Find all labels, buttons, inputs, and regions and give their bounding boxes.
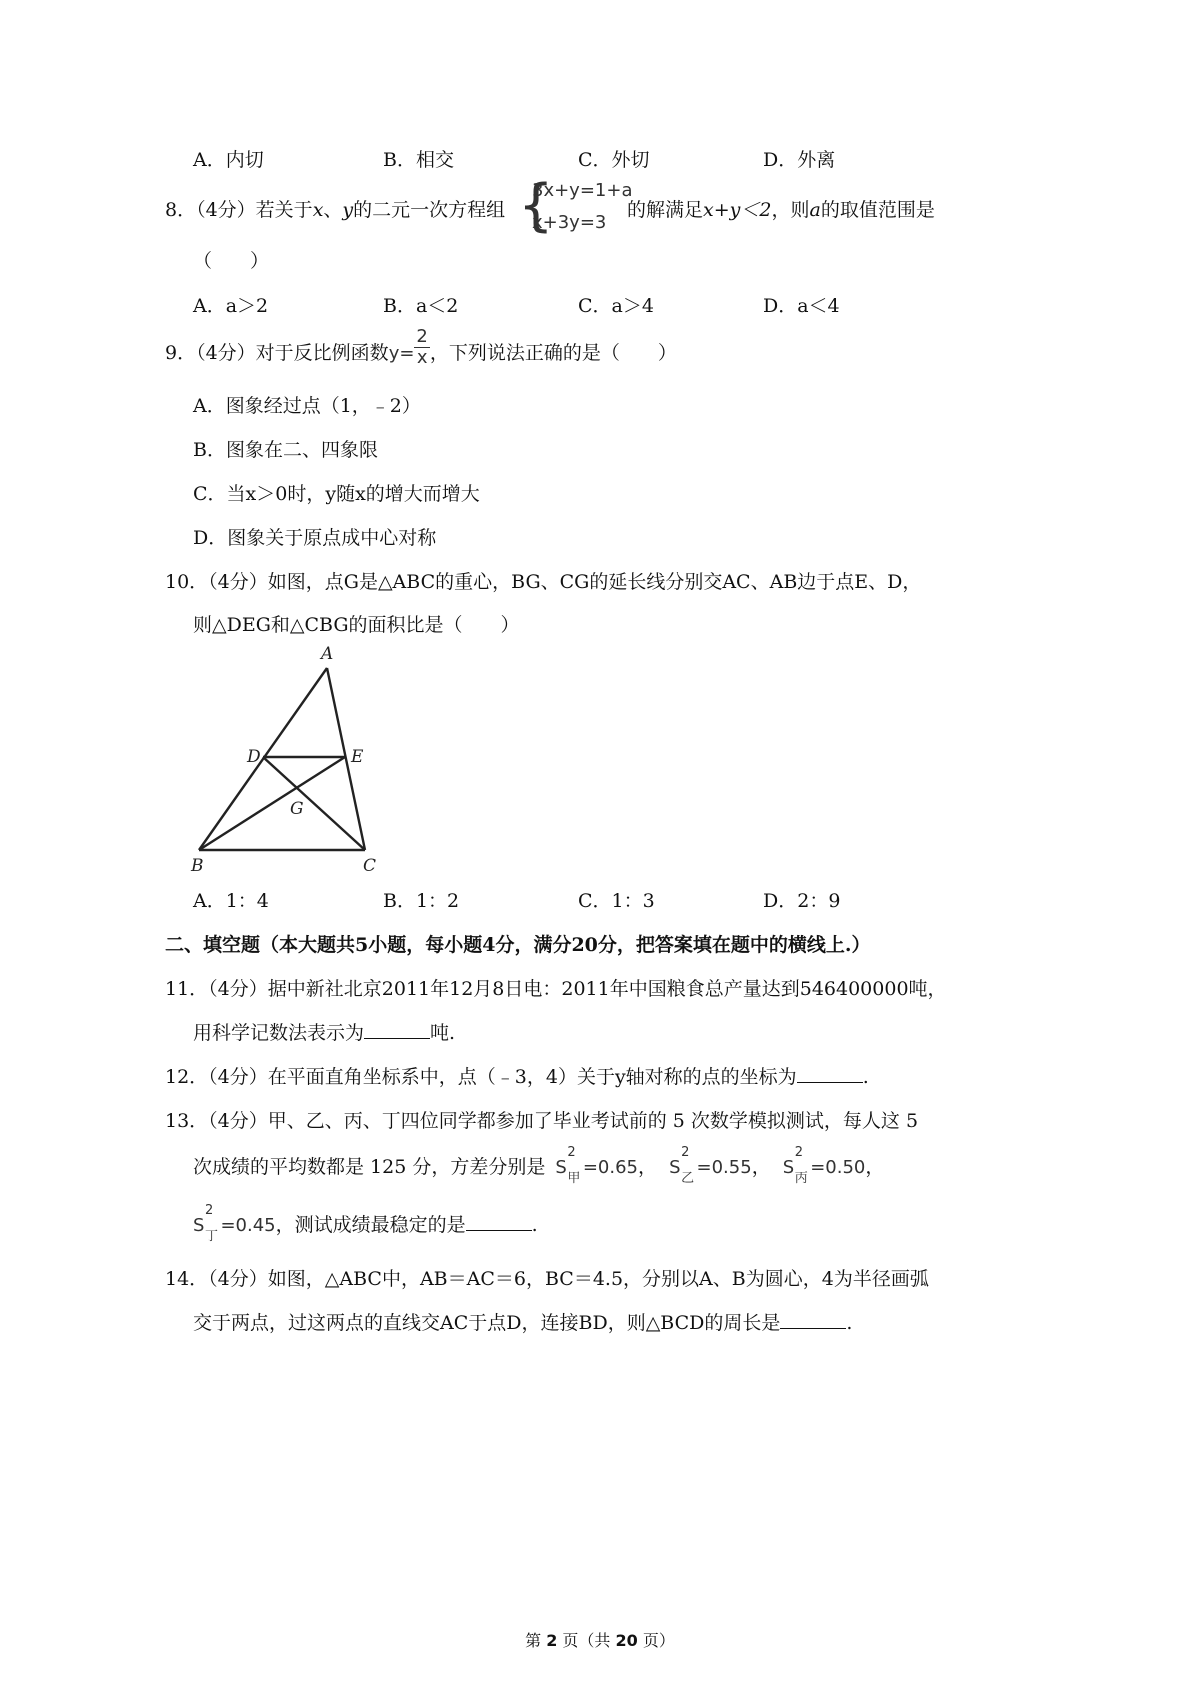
q10-option-d: D．2：9 xyxy=(763,890,841,912)
variance-jia-s: S xyxy=(555,1157,567,1178)
q9-option-c: C．当x＞0时，y随x的增大而增大 xyxy=(193,483,480,505)
label-e: E xyxy=(351,747,364,767)
q8-equation-1: 3x+y=1+a xyxy=(532,180,633,201)
q10-option-c: C．1：3 xyxy=(578,890,655,912)
q12-answer-blank[interactable] xyxy=(797,1064,863,1083)
q7-option-d: D．外离 xyxy=(763,149,836,171)
q9-fraction xyxy=(414,327,429,368)
q9-stem xyxy=(165,325,677,368)
footer-pre: 第 xyxy=(525,1631,547,1650)
q10-line-1: 10．（4分）如图，点G是△ABC的重心，BG、CG的延长线分别交AC、AB边于点E、D， xyxy=(165,571,922,593)
q8-tail2: 的取值范围是 xyxy=(820,199,935,221)
variance-ding-value: =0.45 xyxy=(220,1215,276,1236)
q7-option-a: A．内切 xyxy=(193,149,264,171)
q13-line-2 xyxy=(193,1145,885,1186)
variance-yi xyxy=(669,1145,752,1186)
variance-ding-sup: 2 xyxy=(205,1203,214,1218)
q14-line-1: 14．（4分）如图，△ABC中，AB＝AC＝6，BC＝4.5，分别以A、B为圆心，4为半径画弧 xyxy=(165,1268,929,1290)
page-footer xyxy=(0,1628,1200,1651)
q8-var-a: a xyxy=(809,199,821,221)
q9-suffix: ，下列说法正确的是（ ） xyxy=(429,342,677,364)
variance-yi-sup: 2 xyxy=(681,1145,690,1160)
variance-yi-sub: 乙 xyxy=(681,1171,695,1186)
q8-mid: 的二元一次方程组 xyxy=(353,199,506,221)
variance-bing-sup: 2 xyxy=(794,1145,804,1160)
question-12 xyxy=(165,1062,869,1089)
q8-sep: 、 xyxy=(323,199,343,221)
q8-equation-2: x+3y=3 xyxy=(532,212,607,233)
q8-answer-paren: （ ） xyxy=(193,250,270,272)
q13-line-1: 13．（4分）甲、乙、丙、丁四位同学都参加了毕业考试前的 5 次数学模拟测试，每人这 5 xyxy=(165,1110,919,1132)
variance-yi-value: =0.55 xyxy=(696,1157,752,1178)
q13-tail: ，测试成绩最稳定的是 xyxy=(275,1214,466,1236)
footer-page-number: 2 xyxy=(546,1631,558,1650)
q10-option-b: B．1：2 xyxy=(383,890,460,912)
q8-condition: x+y＜2 xyxy=(703,199,772,221)
q9-denominator: x xyxy=(416,346,428,368)
variance-jia xyxy=(555,1145,639,1186)
label-a: A xyxy=(321,644,334,664)
variance-bing xyxy=(782,1145,866,1186)
q10-line-2: 则△DEG和△CBG的面积比是（ ） xyxy=(193,614,520,636)
q13-end: . xyxy=(531,1214,538,1236)
q11-line-2-tail: 吨. xyxy=(430,1022,456,1044)
q7-option-c: C．外切 xyxy=(578,149,650,171)
q11-line-1: 11．（4分）据中新社北京2011年12月8日电：2011年中国粮食总产量达到546400000吨， xyxy=(165,978,947,1000)
q9-func-lhs: y= xyxy=(388,343,415,364)
system-brace: { xyxy=(518,173,554,238)
q8-var-y: y xyxy=(342,199,354,221)
q14-line-2 xyxy=(193,1308,852,1335)
variance-ding-sub: 丁 xyxy=(205,1229,219,1244)
q13-answer-blank[interactable] xyxy=(466,1212,532,1231)
q12-tail: . xyxy=(862,1066,869,1088)
variance-ding xyxy=(193,1203,276,1244)
q11-line-2-text: 用科学记数法表示为 xyxy=(193,1022,365,1044)
section-2-heading: 二、填空题（本大题共5小题，每小题4分，满分20分，把答案填在题中的横线上.） xyxy=(165,934,871,956)
label-b: B xyxy=(191,856,204,876)
q11-answer-blank[interactable] xyxy=(364,1020,430,1039)
variance-bing-sub: 丙 xyxy=(794,1171,808,1186)
q13-line-2-text: 次成绩的平均数都是 125 分，方差分别是 xyxy=(193,1156,546,1178)
triangle-lines xyxy=(199,668,365,850)
footer-mid: 页（共 xyxy=(557,1631,616,1650)
variance-jia-sub: 甲 xyxy=(567,1171,581,1186)
q14-tail: . xyxy=(846,1312,853,1334)
q8-option-c: C．a＞4 xyxy=(578,295,654,317)
q13-comma-1: ， xyxy=(638,1156,658,1178)
q9-option-d: D．图象关于原点成中心对称 xyxy=(193,527,437,549)
variance-jia-value: =0.65 xyxy=(582,1157,639,1178)
q12-text: 12．（4分）在平面直角坐标系中，点（﹣3，4）关于y轴对称的点的坐标为 xyxy=(165,1066,797,1088)
q14-line-2-text: 交于两点，过这两点的直线交AC于点D，连接BD，则△BCD的周长是 xyxy=(193,1312,781,1334)
q8-var-x: x xyxy=(312,199,324,221)
footer-total-pages: 20 xyxy=(615,1631,638,1650)
variance-yi-s: S xyxy=(669,1157,681,1178)
q13-comma-3: ， xyxy=(865,1156,885,1178)
q8-prefix: 8．（4分）若关于 xyxy=(165,199,313,221)
label-d: D xyxy=(247,747,261,767)
q13-comma-2: ， xyxy=(751,1156,771,1178)
variance-ding-s: S xyxy=(193,1215,205,1236)
segment-be xyxy=(199,757,345,850)
footer-post: 页） xyxy=(637,1631,675,1650)
q10-option-a: A．1：4 xyxy=(193,890,269,912)
variance-bing-value: =0.50 xyxy=(810,1157,866,1178)
q7-option-b: B．相交 xyxy=(383,149,454,171)
variance-jia-sup: 2 xyxy=(567,1145,576,1160)
q9-option-b: B．图象在二、四象限 xyxy=(193,439,378,461)
q11-line-2 xyxy=(193,1018,455,1045)
q8-option-d: D．a＜4 xyxy=(763,295,840,317)
variance-bing-s: S xyxy=(782,1157,795,1178)
q9-option-a: A．图象经过点（1，﹣2） xyxy=(193,395,421,417)
segment-ab xyxy=(199,668,327,850)
q8-stem-tail xyxy=(627,195,935,222)
q8-after: 的解满足 xyxy=(627,199,704,221)
q8-option-b: B．a＜2 xyxy=(383,295,459,317)
q13-line-3 xyxy=(193,1203,538,1244)
q8-stem xyxy=(165,195,505,222)
q8-option-a: A．a＞2 xyxy=(193,295,269,317)
triangle-figure xyxy=(185,640,385,880)
q8-tail1: ，则 xyxy=(771,199,810,221)
q14-answer-blank[interactable] xyxy=(780,1310,846,1329)
q9-numerator: 2 xyxy=(416,325,428,347)
label-c: C xyxy=(363,856,377,876)
label-g: G xyxy=(290,799,304,819)
q9-prefix: 9．（4分）对于反比例函数 xyxy=(165,342,389,364)
